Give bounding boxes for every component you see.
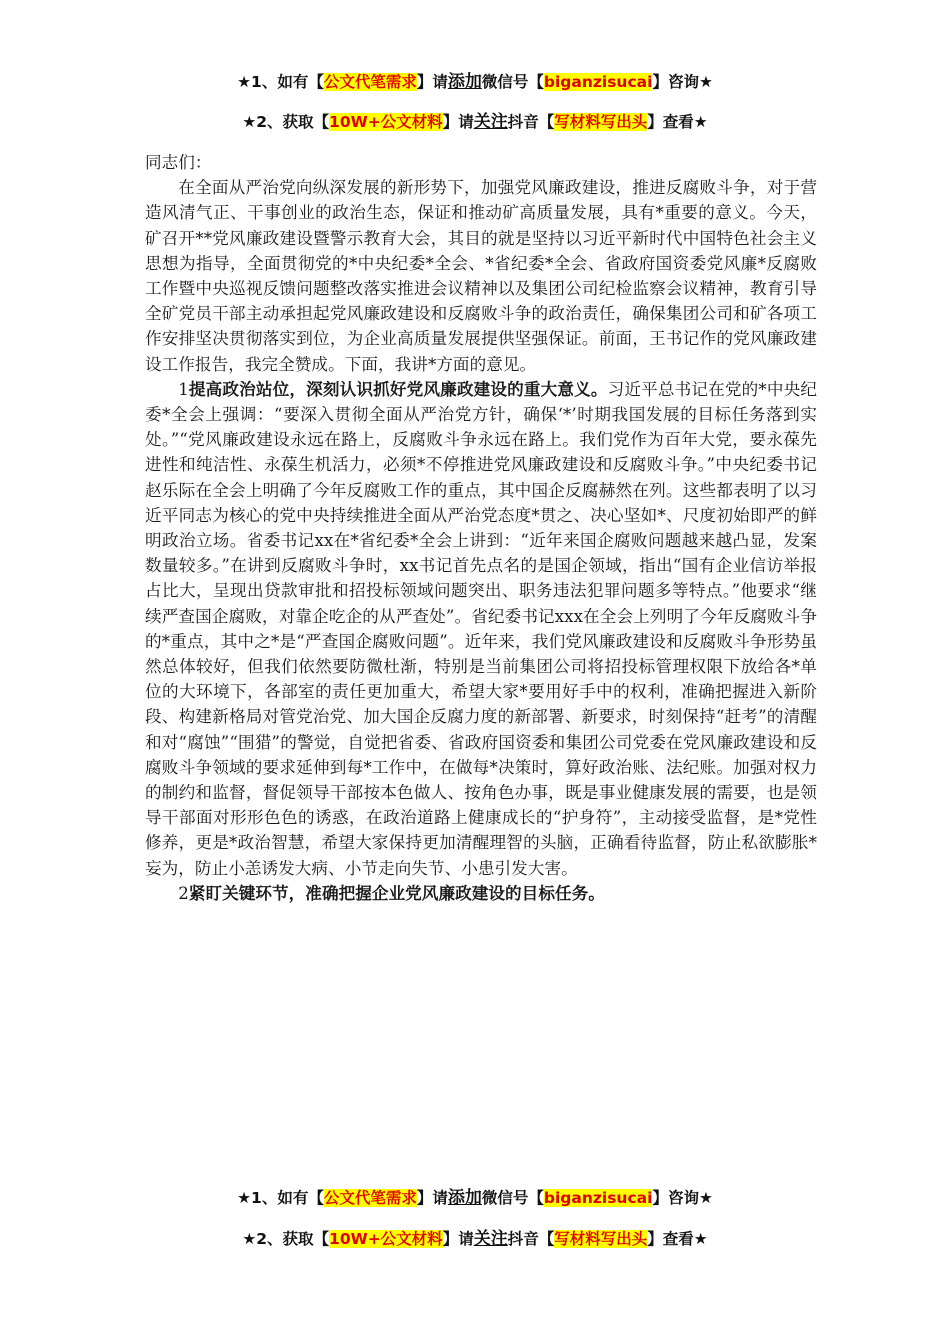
highlight-wechat-id[interactable]: biganzisucai <box>543 1189 653 1207</box>
document-body <box>145 150 817 906</box>
section-2-number: 2 <box>178 883 189 903</box>
section-1-paragraph <box>145 377 817 881</box>
promo-banner-top-line1: ★1、如有【公文代笔需求】请添加微信号【biganzisucai】咨询★ <box>237 72 713 92</box>
highlight-materials: 10W+公文材料 <box>329 1230 443 1248</box>
section-1-body: 习近平总书记在党的*中央纪委*全会上强调：“要深入贯彻全面从严治党方针，确保‘*’时期我国发展的目标任务落到实处。”“党风廉政建设永远在路上，反腐败斗争永远在路上。我们党作为百年大党，要永葆先进性和纯洁性、永葆生机活力，必须*不停推进党风廉政建设和反腐败斗争。”中央纪委书记赵乐际在全会上明确了今年反腐败工作的重点，其中国企反腐赫然在列。这些都表明了以习近平同志为核心的党中央持续推进全面从严治党态度*贯之、决心坚如*、尺度初始即严的鲜明政治立场。省委书记xx在*省纪委*全会上讲到：“近年来国企腐败问题越来越凸显，发案数量较多。”在讲到反腐败斗争时，xx书记首先点名的是国企领域，指出“国有企业信访举报占比大，呈现出贷款审批和招投标领域问题突出、职务违法犯罪问题多等特点。”他要求“继续严查国企腐败，对靠企吃企的从严查处”。省纪委书记xxx在全会上列明了今年反腐败斗争的*重点，其中之*是“严查国企腐败问题”。近年来，我们党风廉政建设和反腐败斗争形势虽然总体较好，但我们依然要防微杜渐，特别是当前集团公司将招投标管理权限下放给各*单位的大环境下，各部室的责任更加重大，希望大家*要用好手中的权利，准确把握进入新阶段、构建新格局对管党治党、加大国企反腐力度的新部署、新要求，时刻保持“赶考”的清醒和对“腐蚀”“围猎”的警觉，自觉把省委、省政府国资委和集团公司党委在党风廉政建设和反腐败斗争领域的要求延伸到每*工作中，在做每*决策时，算好政治账、法纪账。加强对权力的制约和监督，督促领导干部按本色做人、按角色办事，既是事业健康发展的需要，也是领导干部面对形形色色的诱惑，在政治道路上健康成长的“护身符”，主动接受监督，是*党性修养，更是*政治智慧，希望大家保持更加清醒理智的头脑，正确看待监督，防止私欲膨胀*妄为，防止小恙诱发大病、小节走向失节、小患引发大害。 <box>145 379 818 878</box>
intro-paragraph: 在全面从严治党向纵深发展的新形势下，加强党风廉政建设，推进反腐败斗争，对于营造风清气正、干事创业的政治生态，保证和推动矿高质量发展，具有*重要的意义。今天，矿召开**党风廉政建设暨警示教育大会，其目的就是坚持以习近平新时代中国特色社会主义思想为指导，全面贯彻党的*中央纪委*全会、*省纪委*全会、省政府国资委党风廉*反腐败工作暨中央巡视反馈问题整改落实推进会议精神以及集团公司纪检监察会议精神，教育引导全矿党员干部主动承担起党风廉政建设和反腐败斗争的政治责任，确保集团公司和矿各项工作安排坚决贯彻落实到位，为企业高质量发展提供坚强保证。前面，王书记作的党风廉政建设工作报告，我完全赞成。下面，我讲*方面的意见。 <box>145 178 817 374</box>
promo-banner-bottom-line1: ★1、如有【公文代笔需求】请添加微信号【biganzisucai】咨询★ <box>237 1188 713 1208</box>
highlight-ghostwriting: 公文代笔需求 <box>323 73 417 91</box>
promo-banner-bottom-line2: ★2、获取【10W+公文材料】请关注抖音【写材料写出头】查看★ <box>242 1229 708 1249</box>
highlight-wechat-id[interactable]: biganzisucai <box>543 73 653 91</box>
section-2-heading: 紧盯关键环节，准确把握企业党风廉政建设的目标任务。 <box>188 883 605 903</box>
highlight-douyin-account[interactable]: 写材料写出头 <box>554 1230 648 1248</box>
highlight-douyin-account[interactable]: 写材料写出头 <box>554 113 648 131</box>
promo-banner-top-line2: ★2、获取【10W+公文材料】请关注抖音【写材料写出头】查看★ <box>242 112 708 132</box>
section-1-number: 1 <box>178 379 189 399</box>
highlight-ghostwriting: 公文代笔需求 <box>323 1189 417 1207</box>
highlight-materials: 10W+公文材料 <box>329 113 443 131</box>
salutation: 同志们： <box>145 153 212 172</box>
section-2-paragraph <box>145 881 817 906</box>
section-1-heading: 提高政治站位，深刻认识抓好党风廉政建设的重大意义。 <box>188 379 608 399</box>
